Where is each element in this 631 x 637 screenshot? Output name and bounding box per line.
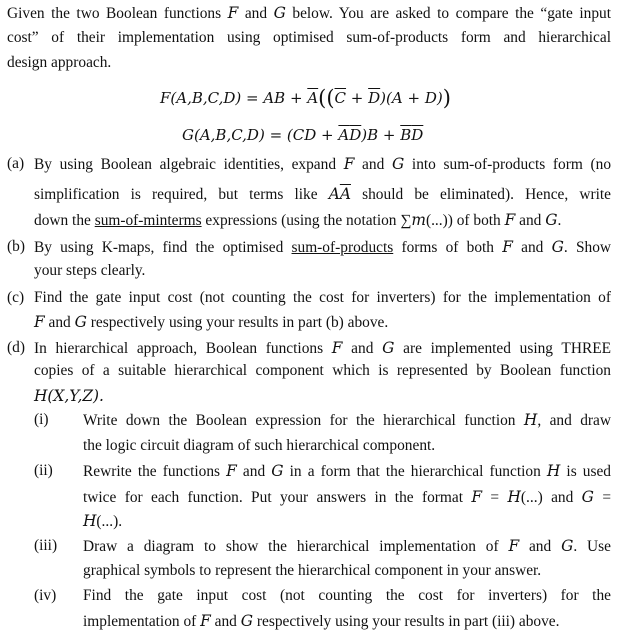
- part-b-line-2: your steps clearly.: [34, 262, 146, 279]
- equation-f: F(A,B,C,D) = AB + $\overline{A}((\overline{C} + \overline{D})(A + D))$: [160, 86, 451, 110]
- sum-of-minterms-underlined: sum-of-minterms: [94, 212, 202, 229]
- sub-ii-label: (ii): [34, 462, 53, 479]
- sub-ii-line-2: twice for each function. Put your answers in the format F = H(...) and G =: [83, 488, 611, 506]
- sub-iii-line-2: graphical symbols to represent the hierarchical component in your answer.: [83, 562, 542, 579]
- part-c-line-1: Find the gate input cost (not counting the cost for inverters) for the implementation of: [34, 289, 611, 306]
- intro-line-3: design approach.: [7, 54, 112, 71]
- part-b-label: (b): [7, 238, 25, 255]
- intro-line-2: cost” of their implementation using optimised sum-of-products form and hierarchical: [7, 29, 611, 46]
- part-a-line-3-pre: down the: [34, 212, 95, 229]
- part-a-label: (a): [7, 155, 25, 172]
- part-b-line-1-pre: By using K-maps, find the optimised: [34, 239, 292, 256]
- equation-g: $G(A,B,C,D) = (CD + \overline{A}\overline{D})B + \overline{B}\overline{D}$: [182, 126, 424, 144]
- part-b-line-1: By using K-maps, find the optimised sum-of-products forms of both F and G. Show: [34, 238, 612, 256]
- sub-iii-line-1: Draw a diagram to show the hierarchical implementation of F and G. Use: [83, 537, 611, 555]
- sub-i-line-1: Write down the Boolean expression for the hierarchical function H, and draw: [83, 411, 612, 429]
- part-d-line-2: copies of a suitable hierarchical component which is represented by Boolean function: [34, 362, 611, 379]
- sub-i-label: (i): [34, 411, 49, 428]
- sum-of-products-underlined: sum-of-products: [291, 239, 394, 256]
- intro-line-1: Given the two Boolean functions F and G below. You are asked to compare the “gate input: [7, 4, 611, 22]
- part-c-line-2: F and G respectively using your results in part (b) above.: [34, 313, 389, 331]
- sub-iv-line-2: implementation of F and G respectively using your results in part (iii) above.: [83, 612, 560, 630]
- part-a-line-3: down the sum-of-minterms expressions (using the notation ∑m(...)) of both F and G.: [34, 211, 562, 229]
- sub-ii-line-1: Rewrite the functions F and G in a form that the hierarchical function H is used: [83, 462, 611, 480]
- sub-iv-label: (iv): [34, 587, 57, 604]
- part-d-line-1: In hierarchical approach, Boolean functions F and G are implemented using THREE: [34, 339, 612, 357]
- part-d-line-3: H(X,Y,Z).: [34, 387, 104, 405]
- part-a-line-2: simplification is required, but terms like $A\overline{A}$ should be eliminated). Hence, write: [34, 185, 611, 203]
- sub-ii-line-3: H(...).: [83, 512, 123, 530]
- sub-iv-line-1: Find the gate input cost (not counting the cost for inverters) for the: [83, 587, 611, 604]
- part-d-label: (d): [7, 339, 25, 356]
- sub-iii-label: (iii): [34, 537, 58, 554]
- part-c-label: (c): [7, 289, 25, 306]
- sub-i-line-2: the logic circuit diagram of such hierarchical component.: [83, 437, 436, 454]
- part-a-line-1: By using Boolean algebraic identities, expand F and G into sum-of-products form (no: [34, 155, 612, 173]
